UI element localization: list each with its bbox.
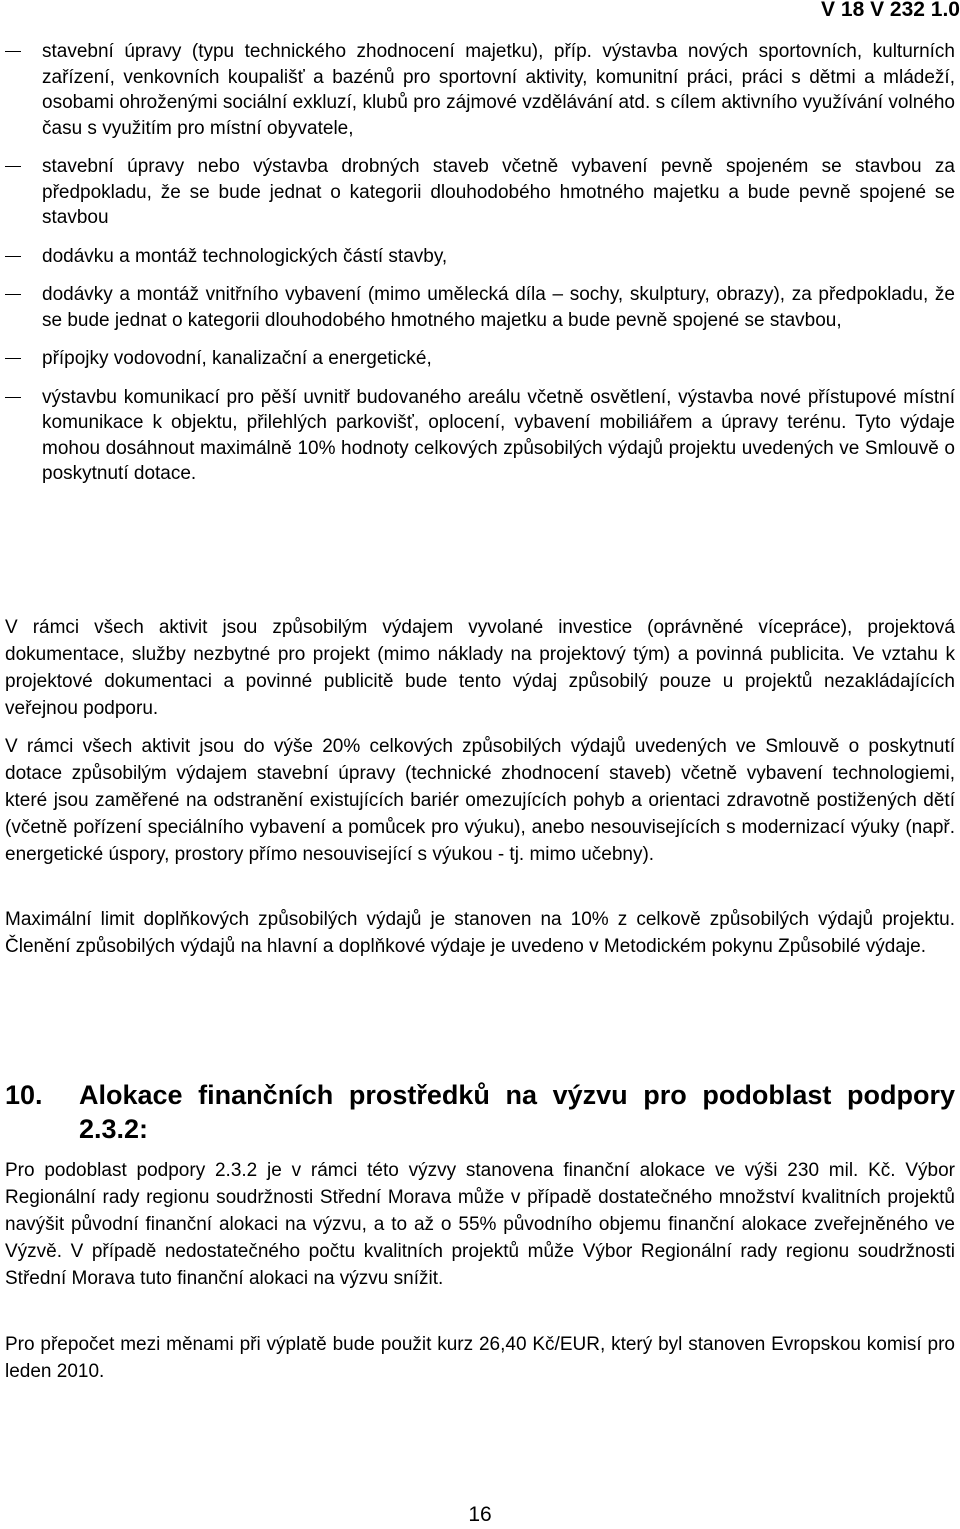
dash-bullet-icon [5,294,21,295]
dash-bullet-icon [5,51,21,52]
list-item [5,39,955,141]
paragraph-barrier-removal: V rámci všech aktivit jsou do výše 20% celkových způsobilých výdajů uvedených ve Smlouvě o poskytnutí dotace způsobilým výdajem stavební úpravy (technické zhodnocení staveb) včetně vybavení technologiemi, které jsou zaměřené na odstranění existujících bariér omezujících pohyb a orientaci zdravotně postižených dětí (včetně pořízení speciálního vybavení a pomůcek pro výuku), anebo nesouvisejících s modernizací výuky (např. energetické úspory, prostory přímo nesouvisející s výukou - tj. mimo učebny). [5,736,955,865]
list-item [5,282,955,333]
list-item [5,385,955,487]
section-title: Alokace finančních prostředků na výzvu pro podoblast podpory 2.3.2: [79,1080,955,1144]
list-item-text: přípojky vodovodní, kanalizační a energetické, [42,348,432,369]
document-id: V 18 V 232 1.0 [821,0,960,21]
page-number: 16 [468,1503,492,1526]
section-number: 10. [5,1080,43,1110]
dash-bullet-icon [5,358,21,359]
paragraph-exchange-rate: Pro přepočet mezi měnami při výplatě bude použit kurz 26,40 Kč/EUR, který byl stanoven Evropskou komisí pro leden 2010. [5,1334,955,1382]
list-item [5,154,955,231]
eligible-costs-list [5,39,955,500]
list-item-text: dodávku a montáž technologických částí stavby, [42,245,448,267]
list-item [5,244,955,270]
dash-bullet-icon [5,256,21,257]
list-item-text: výstavbu komunikací pro pěší uvnitř budovaného areálu včetně osvětlení, výstavba nové přístupové místní komunikace k objektu, přilehlých parkovišť, oplocení, vybavení mobiliářem a úpravy terénu. Tyto výdaje mohou dosáhnout maximálně 10% hodnoty celkových způsobilých výdajů projektu uvedených ve Smlouvě o poskytnutí dotace. [42,386,955,484]
list-item-text: dodávky a montáž vnitřního vybavení (mimo umělecká díla – sochy, skulptury, obrazy), za předpokladu, že se bude jednat o kategorii dlouhodobého hmotného majetku a bude pevně spojené se stavbou, [42,284,955,331]
list-item-text: stavební úpravy nebo výstavba drobných staveb včetně vybavení pevně spojeném se stavbou za předpokladu, že se bude jednat o kategorii dlouhodobého hmotného majetku a bude pevně spojené se stavbou [42,156,955,228]
list-item-text: stavební úpravy (typu technického zhodnocení majetku), příp. výstavba nových sportovních, kulturních zařízení, venkovních koupališť a bazénů pro sportovní aktivity, komunitní práci, práci s dětmi a mládeží, osobami ohroženými sociální exkluzí, klubů pro zájmové vzdělávání atd. s cílem aktivního využívání volného času s využitím pro místní obyvatele, [42,41,955,139]
dash-bullet-icon [5,397,21,398]
list-item [5,346,955,372]
paragraph-supplementary-limit: Maximální limit doplňkových způsobilých výdajů je stanoven na 10% z celkově způsobilých výdajů projektu. Členění způsobilých výdajů na hlavní a doplňkové výdaje je uvedeno v Metodickém pokynu Způsobilé výdaje. [5,909,955,957]
paragraph-induced-investments: V rámci všech aktivit jsou způsobilým výdajem vyvolané investice (oprávněné vícepráce), projektová dokumentace, služby nezbytné pro projekt (mimo náklady na projektový tým) a povinná publicita. Ve vztahu k projektové dokumentaci a povinné publicitě bude tento výdaj způsobilý pouze u projektů nezakládajících veřejnou podporu. [5,617,955,719]
paragraph-allocation: Pro podoblast podpory 2.3.2 je v rámci této výzvy stanovena finanční alokace ve výši 230 mil. Kč. Výbor Regionální rady regionu soudržnosti Střední Morava může v případě dostatečného množství kvalitních projektů navýšit původní finanční alokaci na výzvu, a to až o 55% původního objemu finanční alokace zveřejněného ve Výzvě. V případě nedostatečného počtu kvalitních projektů může Výbor Regionální rady regionu soudržnosti Střední Morava tuto finanční alokaci na výzvu snížit. [5,1160,955,1289]
dash-bullet-icon [5,166,21,167]
section-heading [5,1078,955,1146]
